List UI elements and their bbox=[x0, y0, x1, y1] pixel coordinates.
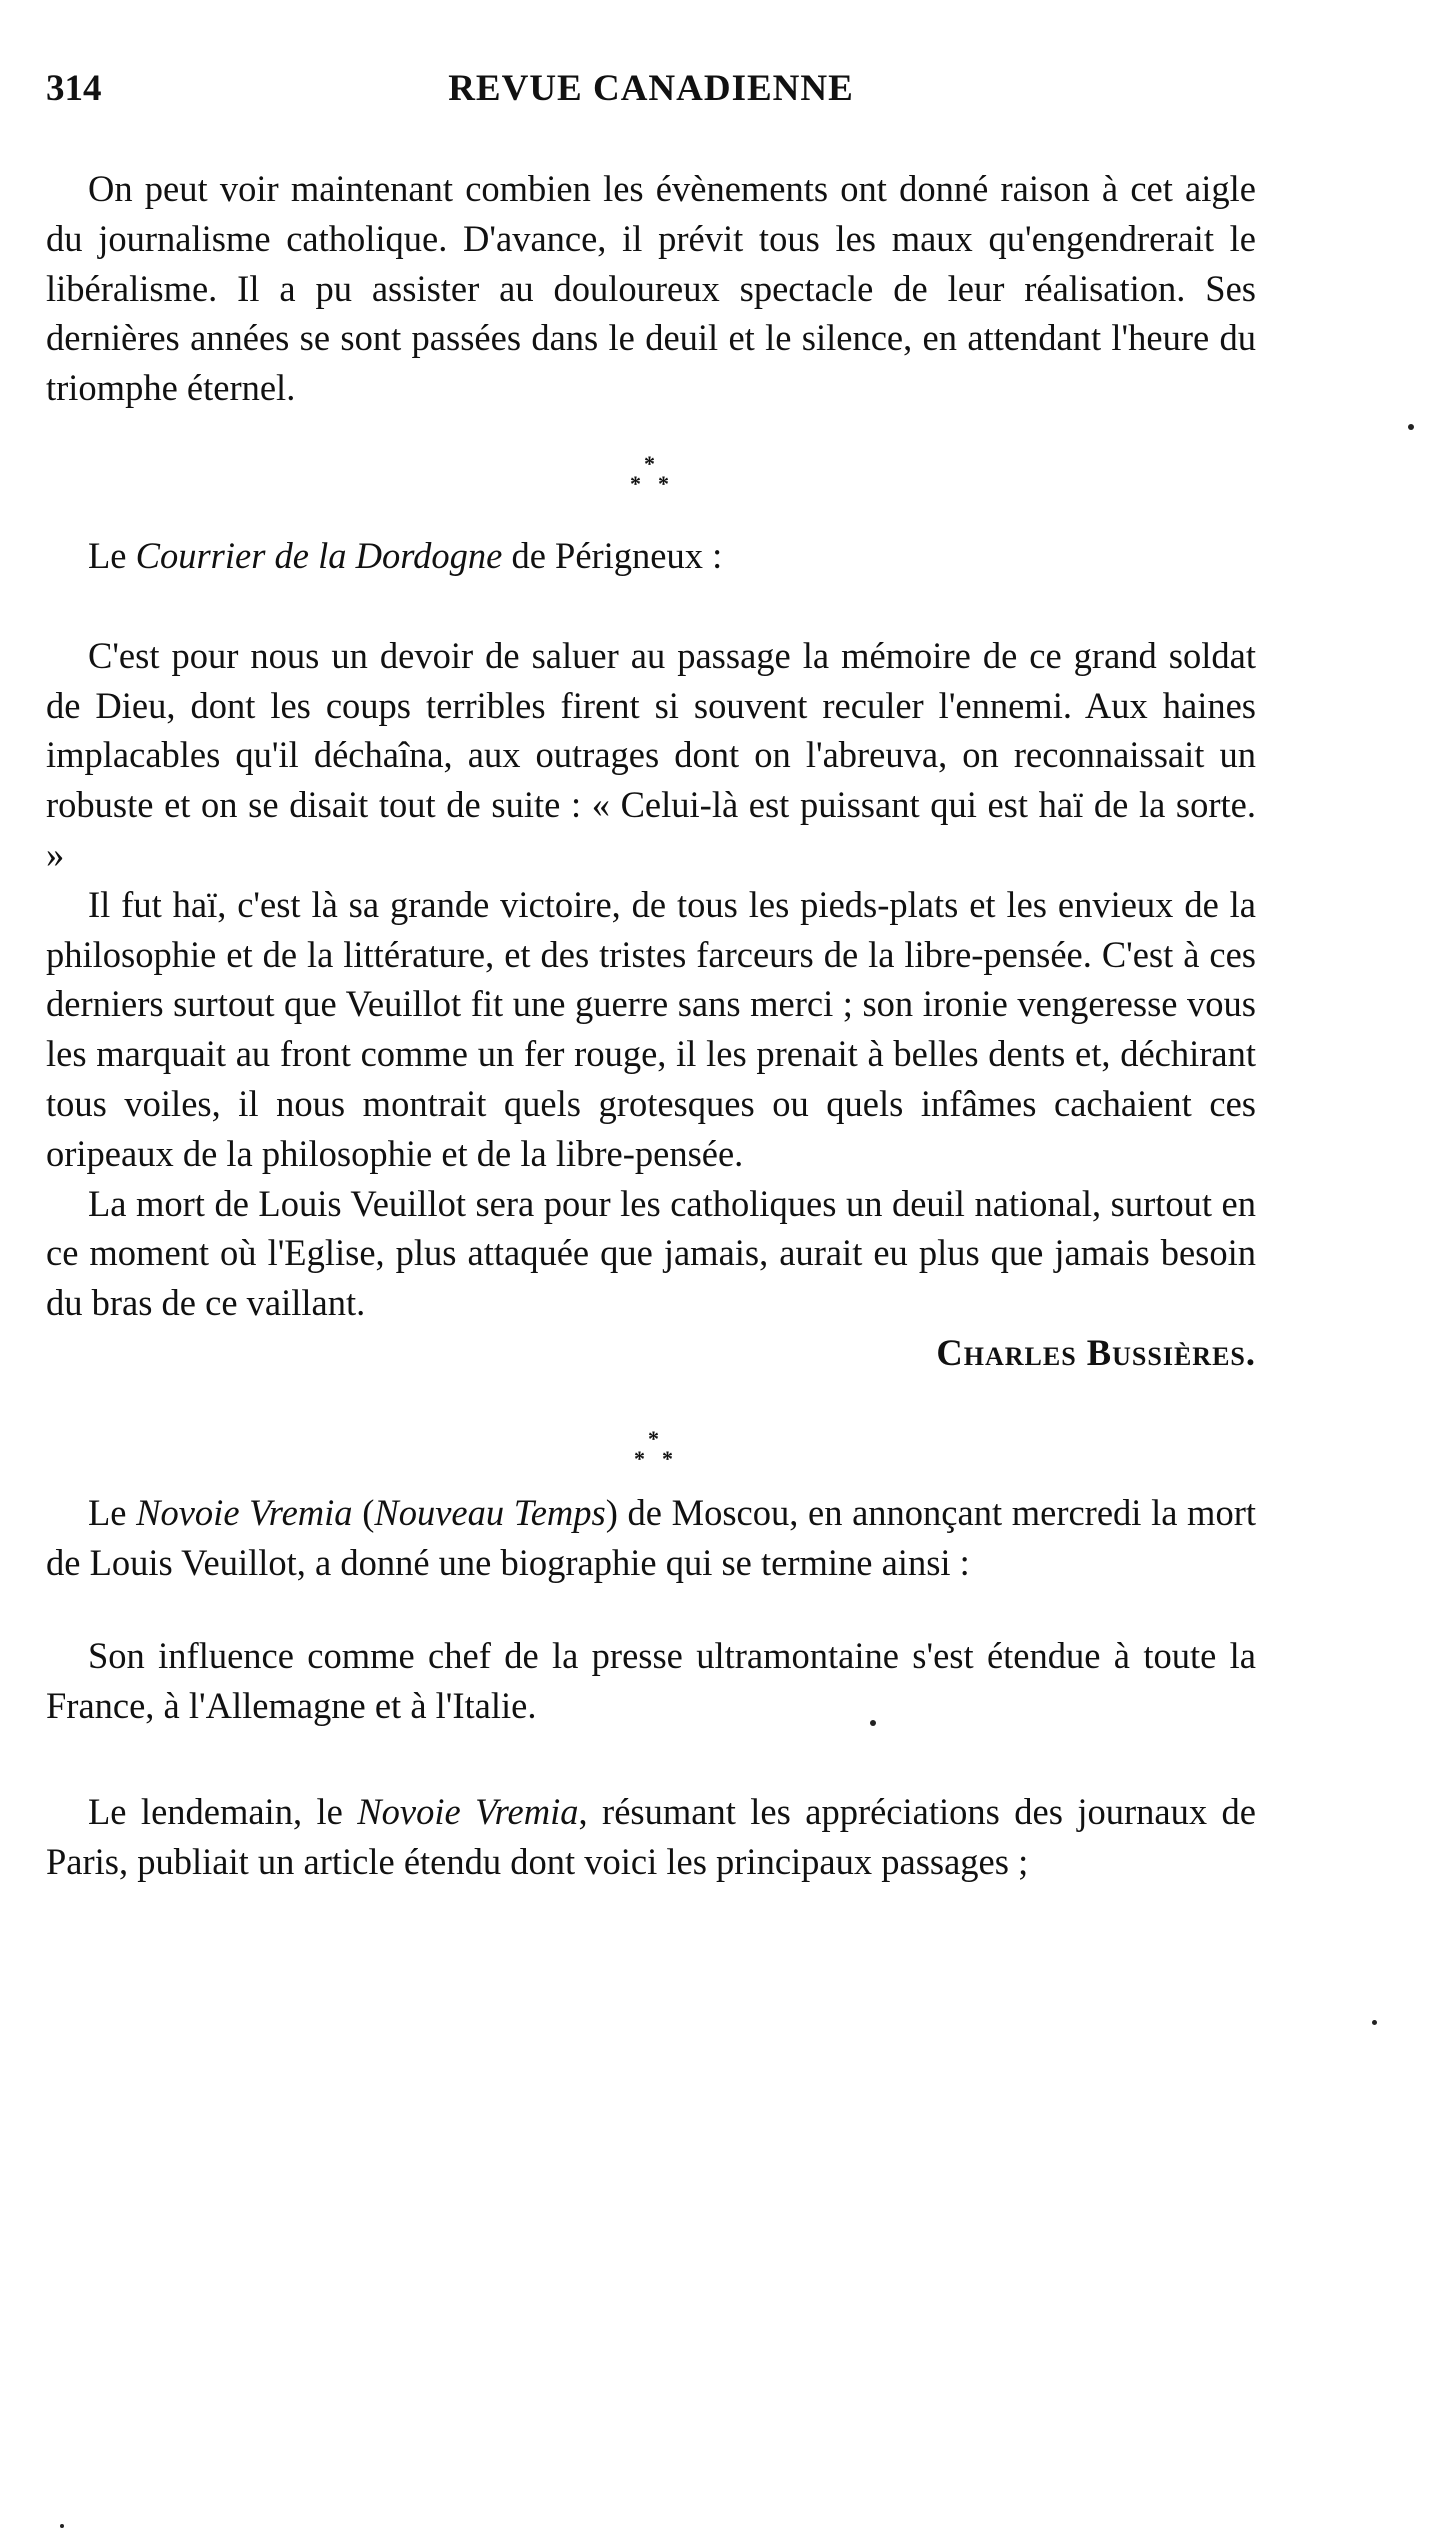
asterism-star: * bbox=[634, 1445, 645, 1471]
page-header bbox=[46, 60, 1256, 120]
source-suffix: de Moscou, en annonçant mercredi la mort de Louis Veuillot, a donné une biographie qui se termine ainsi : bbox=[46, 1491, 1256, 1583]
asterism-star: * bbox=[648, 1425, 659, 1451]
signature: Charles Bussières. bbox=[936, 1331, 1256, 1373]
newspaper-name-courrier: Courrier de la Dordogne bbox=[135, 534, 503, 576]
document-page bbox=[46, 60, 1256, 1887]
asterism-star: * bbox=[644, 450, 655, 476]
source-suffix: de Périgneux : bbox=[502, 534, 723, 576]
print-speck bbox=[1408, 424, 1414, 430]
print-speck bbox=[1372, 2020, 1377, 2025]
asterism-star: * bbox=[658, 470, 669, 496]
newspaper-translation: Nouveau Temps bbox=[374, 1491, 606, 1533]
print-speck bbox=[870, 1720, 876, 1726]
page-number: 314 bbox=[46, 68, 102, 109]
quote-paragraph-3: La mort de Louis Veuillot sera pour les catholiques un deuil national, surtout en ce moment où l'Eglise, plus attaquée que jamais, aurait eu plus que jamais besoin du bras de ce vaillant. bbox=[46, 1182, 1256, 1324]
asterism-divider-2 bbox=[46, 1378, 1256, 1488]
lendemain-suffix: , résumant les appréciations des journaux de Paris, publiait un article étendu dont voici les principaux passages ; bbox=[46, 1790, 1256, 1882]
print-speck bbox=[60, 2524, 64, 2528]
asterism-divider-1 bbox=[46, 413, 1256, 517]
running-title: REVUE CANADIENNE bbox=[448, 68, 854, 109]
asterism-star: * bbox=[630, 470, 641, 496]
newspaper-name-novoie: Novoie Vremia bbox=[136, 1491, 353, 1533]
source-prefix: Le bbox=[88, 1491, 137, 1533]
quote-paragraph-1: C'est pour nous un devoir de saluer au passage la mémoire de ce grand soldat de Dieu, dont les coups terribles firent si souvent reculer l'ennemi. Aux haines implacables qu'il déchaîna, aux outrages dont on l'abreuva, on reconnaissait un robuste et on se disait tout de suite : « Celui-là est puissant qui est haï de la sorte. » bbox=[46, 634, 1256, 875]
source-courrier-intro bbox=[46, 531, 1256, 581]
source-prefix: Le bbox=[88, 534, 136, 576]
asterism-star: * bbox=[662, 1445, 673, 1471]
quote-paragraph-novoie: Son influence comme chef de la presse ultramontaine s'est étendue à toute la France, à l'Allemagne et à l'Italie. bbox=[46, 1635, 1256, 1727]
source-novoie-intro: Le Novoie Vremia (Nouveau Temps) de Moscou, en annonçant mercredi la mort de Louis Veuillot, a donné une biographie qui se termine ainsi : bbox=[46, 1491, 1256, 1583]
newspaper-name-novoie-2: Novoie Vremia bbox=[357, 1790, 579, 1832]
quote-paragraph-2: Il fut haï, c'est là sa grande victoire, de tous les pieds-plats et les envieux de la philosophie et de la littérature, et des tristes farceurs de la libre-pensée. C'est à ces derniers surtout que Veuillot fit une guerre sans merci ; son ironie vengeresse vous les marquait au front comme un fer rouge, il les prenait à belles dents et, déchirant tous voiles, il nous montrait quels grotesques ou quels infâmes cachaient ces oripeaux de la philosophie et de la libre-pensée. bbox=[46, 883, 1256, 1174]
paragraph-lendemain bbox=[46, 1787, 1256, 1887]
lendemain-prefix: Le lendemain, le bbox=[88, 1790, 358, 1832]
paragraph-intro: On peut voir maintenant combien les évènements ont donné raison à cet aigle du journalisme catholique. D'avance, il prévit tous les maux qu'engendrerait le libéralisme. Il a pu assister au douloureux spectacle de leur réalisation. Ses dernières années se sont passées dans le deuil et le silence, en attendant l'heure du triomphe éternel. bbox=[46, 168, 1256, 409]
